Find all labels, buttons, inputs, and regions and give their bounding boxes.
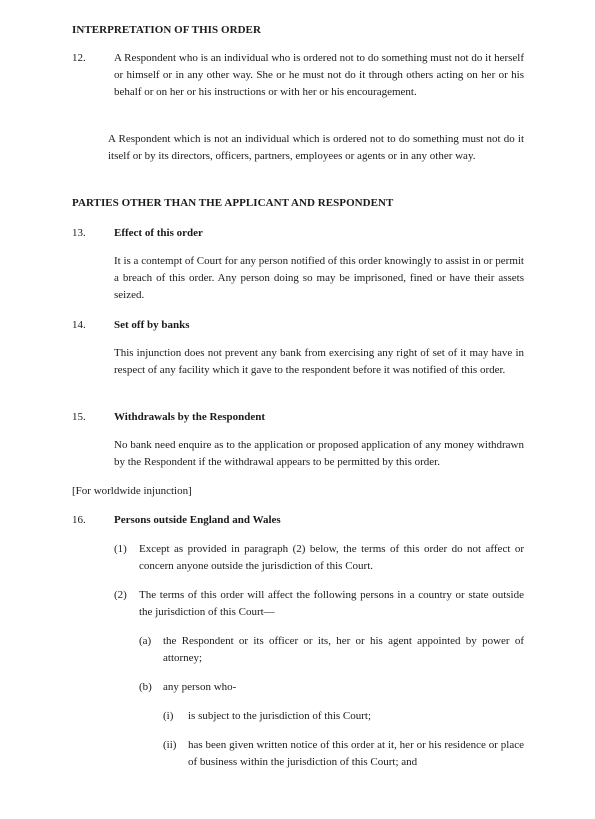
subparagraph-2bii-text: has been given written notice of this order at it, her or his residence or place of business within the jurisdiction of this Court; and [188,739,524,768]
worldwide-injunction-note: [For worldwide injunction] [72,485,192,497]
paragraph-15-title: Withdrawals by the Respondent [114,411,266,423]
paragraph-14-title: Set off by banks [114,319,190,331]
paragraph-number-12: 12. [72,52,86,64]
subparagraph-1-text: Except as provided in paragraph (2) below, the terms of this order do not affect or concern anyone outside the jurisdiction of this Court. [139,543,524,572]
subparagraph-label-1: (1) [114,543,127,555]
subparagraph-2a-text: the Respondent or its officer or its, her or his agent appointed by power of attorney; [163,635,524,664]
subparagraph-label-2a: (a) [139,635,152,647]
subparagraph-2-text: The terms of this order will affect the following persons in a country or state outside the jurisdiction of this Court— [139,589,524,618]
subparagraph-label-2b: (b) [139,681,152,693]
paragraph-15-text: No bank need enquire as to the application or proposed application of any money withdrawn by the Respondent if the withdrawal appears to be permitted by this order. [114,439,524,468]
paragraph-16-title: Persons outside England and Wales [114,514,281,526]
paragraph-number-16: 16. [72,514,86,526]
section-heading-interpretation: INTERPRETATION OF THIS ORDER [72,24,261,36]
paragraph-13-title: Effect of this order [114,227,203,239]
paragraph-number-14: 14. [72,319,86,331]
paragraph-13-text: It is a contempt of Court for any person notified of this order knowingly to assist in or permit a breach of this order. Any person doing so may be imprisoned, fined or have their assets seized. [114,255,524,301]
paragraph-12b-text: A Respondent which is not an individual which is ordered not to do something must not do it itself or by its directors, officers, partners, employees or agents or in any other way. [108,133,524,162]
paragraph-number-15: 15. [72,411,86,423]
subparagraph-label-2: (2) [114,589,127,601]
paragraph-number-13: 13. [72,227,86,239]
paragraph-14-text: This injunction does not prevent any bank from exercising any right of set of it may have in respect of any facility which it gave to the respondent before it was notified of this order. [114,347,524,376]
section-heading-parties: PARTIES OTHER THAN THE APPLICANT AND RESPONDENT [72,197,394,209]
subparagraph-2bi-text: is subject to the jurisdiction of this Court; [188,710,372,722]
subparagraph-label-2bii: (ii) [163,739,177,751]
subparagraph-label-2bi: (i) [163,710,174,722]
paragraph-12-text: A Respondent who is an individual who is ordered not to do something must not do it herself or himself or in any other way. She or he must not do it through others acting on her or his behalf or on her or his instructions or with her or his encouragement. [114,52,524,98]
subparagraph-2b-text: any person who- [163,681,237,693]
